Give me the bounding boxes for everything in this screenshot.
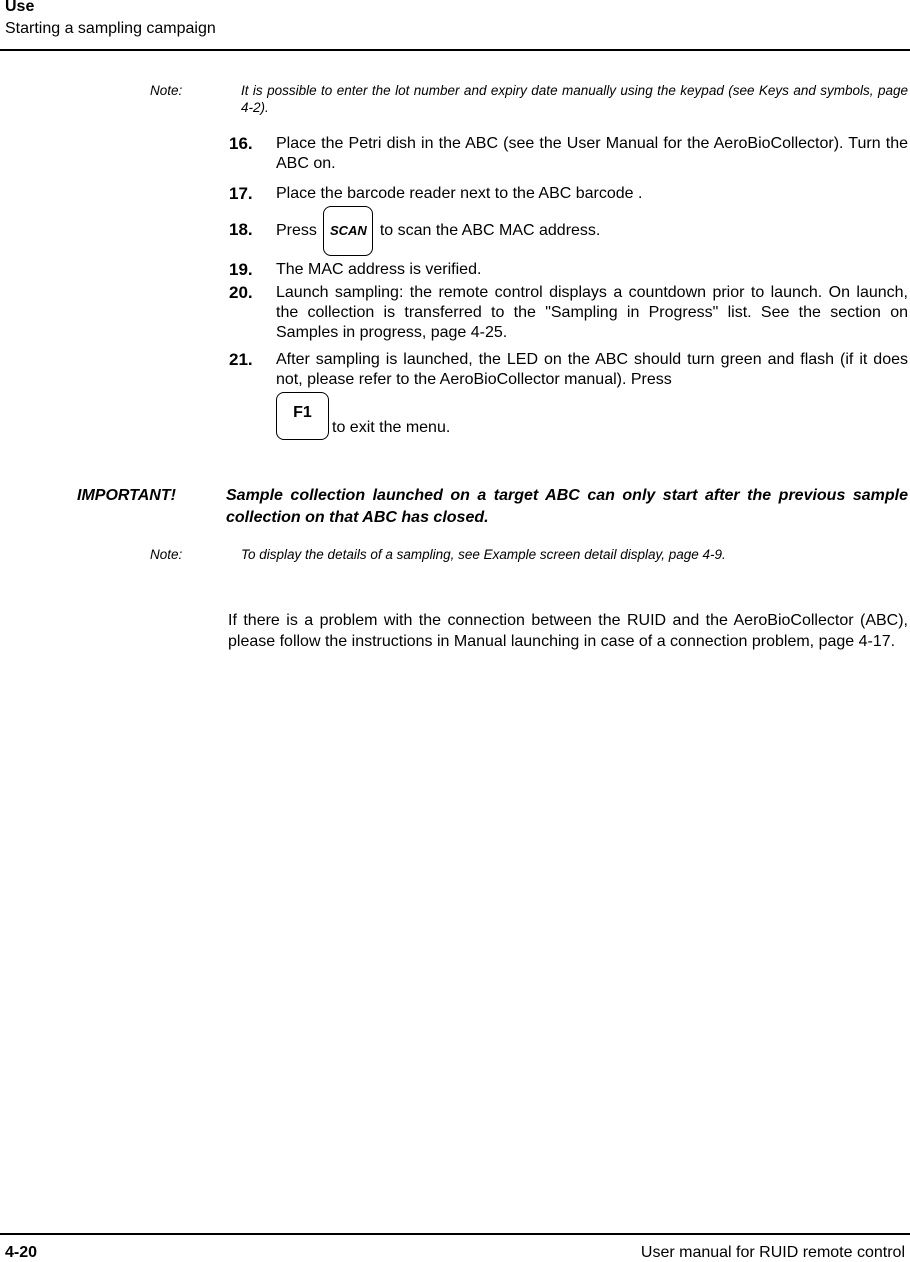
step-17 [229,184,908,204]
footer-title: User manual for RUID remote control [640,1244,905,1261]
step-text [276,206,908,256]
note-text: It is possible to enter the lot number and expiry date manually using the keypad (see Keys and symbols, page 4-2). [241,83,908,115]
note-text: To display the details of a sampling, see Example screen detail display, page 4-9. [241,547,726,562]
step-text: Place the Petri dish in the ABC (see the User Manual for the AeroBioCollector). Turn the ABC on. [276,135,908,172]
footer-rule [0,1233,910,1235]
step-number: 20. [229,283,253,302]
f1-key-icon: F1 [276,392,329,440]
scan-key-icon: SCAN [323,206,373,256]
step-16 [229,134,908,174]
note-label: Note: [150,547,183,562]
step-text: Place the barcode reader next to the ABC barcode . [276,185,643,202]
step-key-line [276,392,908,440]
step-number: 21. [229,350,253,369]
header-rule [0,49,910,51]
step-18 [229,206,908,256]
step-21 [229,350,908,440]
important-label: IMPORTANT! [77,487,176,504]
section-subtitle: Starting a sampling campaign [5,20,216,37]
step-19 [229,260,908,280]
step-text: The MAC address is verified. [276,261,482,278]
step-text-pre: Press [276,222,317,240]
step-text [276,350,908,440]
step-text: Launch sampling: the remote control displays a countdown prior to launch. On launch, the collection is transferred to the "Sampling in Progress" list. See the section on Samples in progress, page 4-25. [276,284,908,341]
connection-problem-paragraph: If there is a problem with the connection between the RUID and the AeroBioCollector (ABC), please follow the instructions in Manual launching in case of a connection problem, page 4-17. [228,612,908,650]
section-title: Use [5,0,35,15]
step-20 [229,283,908,343]
page-number: 4-20 [5,1244,38,1261]
note-label: Note: [150,83,183,98]
step-number: 19. [229,260,253,279]
step-text-post: to exit the menu. [332,419,451,437]
step-number: 17. [229,184,253,203]
important-text: Sample collection launched on a target ABC can only start after the previous sample collection on that ABC has closed. [226,487,908,526]
step-text-main: After sampling is launched, the LED on the ABC should turn green and flash (if it does not, please refer to the AeroBioCollector manual). Press [276,351,908,388]
step-text-post: to scan the ABC MAC address. [379,222,601,240]
step-number: 16. [229,134,253,153]
step-number: 18. [229,220,253,239]
